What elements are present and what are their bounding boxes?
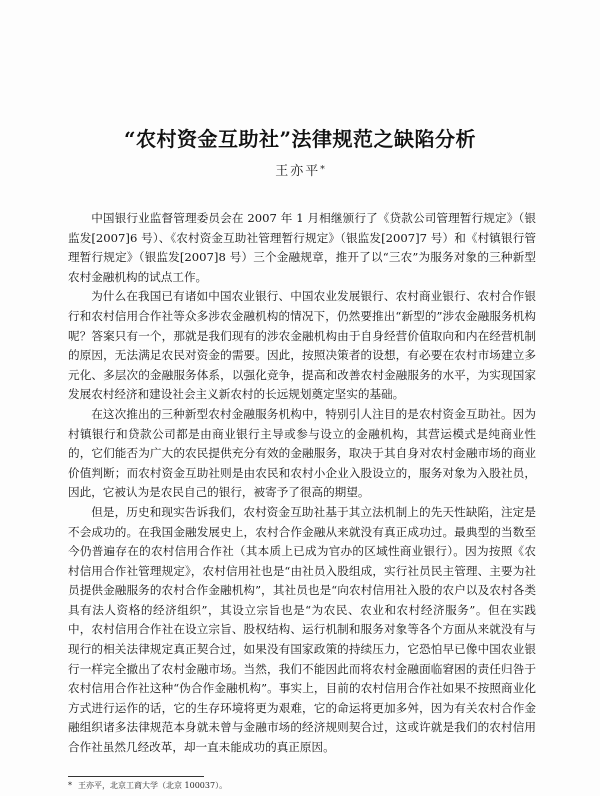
footnote-divider	[68, 776, 204, 777]
body-text	[68, 209, 536, 758]
body-paragraph-4: 但是，历史和现实告诉我们，农村资金互助社基于其立法机制上的先天性缺陷，注定是不会成功的。在我国金融发展史上，农村合作金融从来就没有真正成功过。最典型的当数至今仍普遍存在的农村信用合作社（其本质上已成为官办的区域性商业银行）。因为按照《农村信用合作社管理规定》，农村信用社也是“由社员入股组成，实行社员民主管理、主要为社员提供金融服务的农村合作金融机构”，其社员也是“向农村信用社入股的农户以及农村各类具有法人资格的经济组织”，其设立宗旨也是“为农民、农业和农村经济服务”。但在实践中，农村信用合作社在设立宗旨、股权结构、运行机制和服务对象等各个方面从来就没有与现行的相关法律规定真正契合过，如果没有国家政策的持续压力，它恐怕早已像中国农业银行一样完全撤出了农村金融市场。当然，我们不能因此而将农村金融面临窘困的责任归咎于农村信用合作社这种“伪合作金融机构”。事实上，目前的农村信用合作社如果不按照商业化方式进行运作的话，它的生存环境将更为艰难，它的命运将更加多舛，因为有关农村合作金融组织诸多法律规范本身就未曾与金融市场的经济规则契合过，这或许就是我们的农村信用合作社虽然几经改革，却一直未能成功的真正原因。	[68, 504, 536, 755]
author-footnote-mark: *	[320, 165, 325, 175]
author-line	[0, 162, 600, 182]
paper-title: “农村资金互助社”法律规范之缺陷分析	[123, 127, 476, 152]
body-paragraph-3: 在这次推出的三种新型农村金融服务机构中，特别引人注目的是农村资金互助社。因为村镇银行和贷款公司都是由商业银行主导或参与设立的金融机构，其营运模式是纯商业性的，它们能否为广大的农民提供充分有效的金融服务，取决于其自身对农村金融市场的商业价值判断；而农村资金互助社则是由农民和农村小企业入股设立的，服务对象为入股社员，因此，它被认为是农民自己的银行，被寄予了很高的期望。	[68, 406, 536, 500]
footnote	[68, 780, 536, 792]
footnote-text: 王亦平，北京工商大学（北京 100037）。	[78, 781, 228, 790]
body-paragraph-1: 中国银行业监督管理委员会在 2007 年 1 月相继颁行了《贷款公司管理暂行规定》（银监发[2007]6 号）、《农村资金互助社管理暂行规定》（银监发[2007]7 号）和《村镇银行管理暂行规定》（银监发[2007]8 号）三个金融规章，推开了以“三农”为服务对象的三种新型农村金融机构的试点工作。	[68, 211, 536, 284]
body-paragraph-2: 为什么在我国已有诸如中国农业银行、中国农业发展银行、农村商业银行、农村合作银行和农村信用合作社等众多涉农金融机构的情况下，仍然要推出“新型的”涉农金融服务机构呢？答案只有一个，那就是我们现有的涉农金融机构由于自身经营价值取向和内在经营机制的原因，无法满足农民对资金的需要。因此，按照决策者的设想，有必要在农村市场建立多元化、多层次的金融服务体系，以强化竞争，提高和改善农村金融服务的水平，为实现国家发展农村经济和建设社会主义新农村的长远规划奠定坚实的基础。	[68, 289, 536, 402]
footnote-mark: *	[68, 781, 72, 790]
author-name: 王亦平	[275, 164, 321, 179]
